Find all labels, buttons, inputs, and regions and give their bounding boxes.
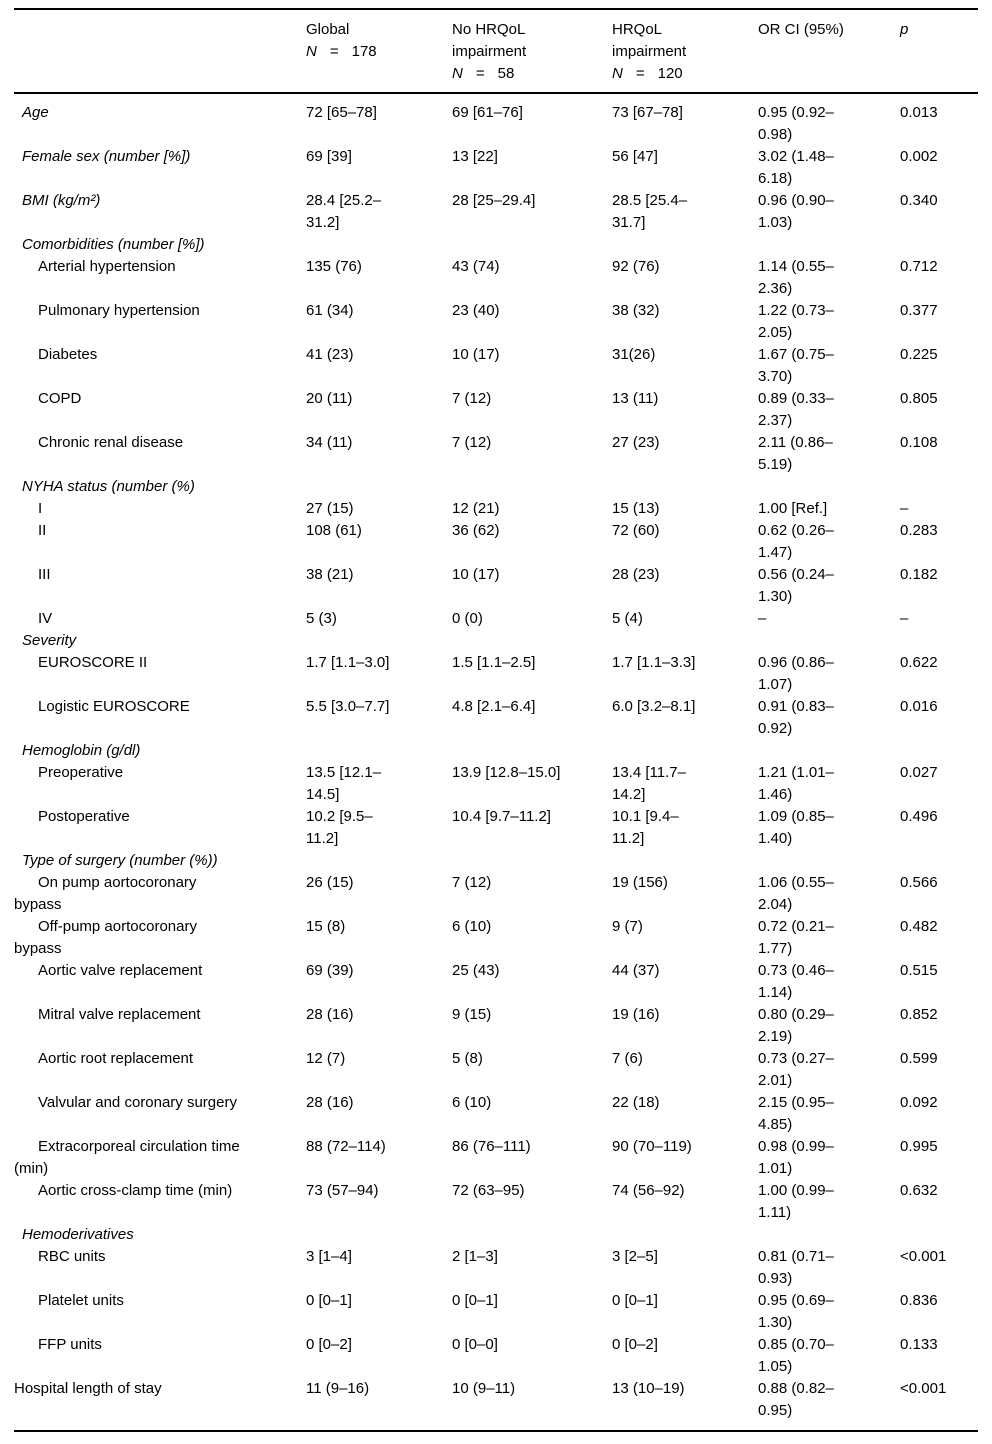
data-row	[14, 190, 978, 234]
header-row	[14, 9, 978, 93]
cell-impairment: 31(26)	[612, 346, 656, 363]
cell-no_impairment: 0 [0–0]	[452, 1336, 498, 1353]
data-row	[14, 916, 978, 960]
row-label: Mitral valve replacement	[38, 1006, 201, 1023]
row-label: Female sex (number [%])	[22, 148, 191, 165]
cell-p: 0.002	[900, 148, 938, 165]
cell-or_ci: 1.22 (0.73– 2.05)	[758, 302, 834, 341]
cell-p: 0.566	[900, 874, 938, 891]
data-row	[14, 806, 978, 850]
cell-impairment: 10.1 [9.4– 11.2]	[612, 808, 679, 847]
cell-or_ci: 0.85 (0.70– 1.05)	[758, 1336, 834, 1375]
data-row	[14, 256, 978, 300]
row-label: EUROSCORE II	[38, 654, 148, 671]
cell-global: 61 (34)	[306, 302, 354, 319]
section-row	[14, 476, 978, 498]
row-label: Off-pump aortocoronary bypass	[14, 918, 197, 957]
cell-global: 135 (76)	[306, 258, 362, 275]
cell-global: 28 (16)	[306, 1094, 354, 1111]
cell-impairment	[612, 850, 758, 872]
corner-cell	[14, 9, 306, 93]
cell-p: 0.995	[900, 1138, 938, 1155]
cell-impairment: 13 (11)	[612, 390, 659, 407]
data-row	[14, 1180, 978, 1224]
cell-p	[900, 476, 978, 498]
col-header-impairment	[612, 9, 758, 93]
col-header-p	[900, 9, 978, 93]
row-label: Hemoglobin (g/dl)	[22, 742, 141, 759]
cell-no_impairment: 72 (63–95)	[452, 1182, 525, 1199]
cell-impairment: 6.0 [3.2–8.1]	[612, 698, 696, 715]
header-title-line: HRQoL	[612, 21, 663, 38]
cell-global: 28.4 [25.2– 31.2]	[306, 192, 382, 231]
cell-impairment: 92 (76)	[612, 258, 660, 275]
cell-p	[900, 234, 978, 256]
cell-p: 0.225	[900, 346, 938, 363]
sample-size	[452, 63, 612, 85]
row-label: Valvular and coronary surgery	[38, 1094, 237, 1111]
cell-p	[900, 1224, 978, 1246]
row-label: Aortic valve replacement	[38, 962, 203, 979]
cell-or_ci	[758, 234, 900, 256]
cell-p	[900, 630, 978, 652]
cell-or_ci	[758, 630, 900, 652]
col-header-no_impairment	[452, 9, 612, 93]
row-label: NYHA status (number (%)	[22, 478, 195, 495]
cell-global	[306, 740, 452, 762]
header-title-line: OR CI (95%)	[758, 21, 844, 38]
cell-global: 34 (11)	[306, 434, 353, 451]
cell-impairment: 38 (32)	[612, 302, 660, 319]
cell-global: 3 [1–4]	[306, 1248, 352, 1265]
cell-global: 20 (11)	[306, 390, 353, 407]
data-row	[14, 1246, 978, 1290]
sample-size	[306, 41, 452, 63]
cell-global: 13.5 [12.1– 14.5]	[306, 764, 382, 803]
cell-impairment: 28.5 [25.4– 31.7]	[612, 192, 688, 231]
cell-impairment: 13.4 [11.7– 14.2]	[612, 764, 686, 803]
row-label: Hemoderivatives	[22, 1226, 134, 1243]
table-header	[14, 9, 978, 93]
data-row	[14, 872, 978, 916]
cell-global: 0 [0–1]	[306, 1292, 352, 1309]
row-label: Aortic cross-clamp time (min)	[38, 1182, 233, 1199]
cell-global	[306, 1224, 452, 1246]
cell-no_impairment: 10.4 [9.7–11.2]	[452, 808, 551, 825]
cell-impairment: 5 (4)	[612, 610, 643, 627]
cell-or_ci	[758, 1224, 900, 1246]
data-row	[14, 432, 978, 476]
cell-no_impairment: 12 (21)	[452, 500, 500, 517]
section-row	[14, 1224, 978, 1246]
cell-no_impairment: 86 (76–111)	[452, 1138, 531, 1155]
row-label: Platelet units	[38, 1292, 124, 1309]
cell-or_ci: 0.62 (0.26– 1.47)	[758, 522, 834, 561]
cell-no_impairment: 0 [0–1]	[452, 1292, 498, 1309]
cell-impairment	[612, 234, 758, 256]
data-row	[14, 1004, 978, 1048]
row-label: Arterial hypertension	[38, 258, 176, 275]
cell-global: 73 (57–94)	[306, 1182, 379, 1199]
cell-global: 26 (15)	[306, 874, 354, 891]
cell-global: 5 (3)	[306, 610, 337, 627]
cell-p: 0.016	[900, 698, 938, 715]
row-label: Logistic EUROSCORE	[38, 698, 190, 715]
cell-impairment: 7 (6)	[612, 1050, 643, 1067]
cell-impairment	[612, 630, 758, 652]
data-row	[14, 696, 978, 740]
cell-or_ci: 0.89 (0.33– 2.37)	[758, 390, 834, 429]
row-label: FFP units	[38, 1336, 102, 1353]
data-row	[14, 388, 978, 432]
section-row	[14, 740, 978, 762]
cell-global: 27 (15)	[306, 500, 354, 517]
row-label: IV	[38, 610, 53, 627]
cell-no_impairment: 7 (12)	[452, 874, 492, 891]
cell-p: 0.377	[900, 302, 938, 319]
row-label: Age	[22, 104, 49, 121]
cell-or_ci: 0.73 (0.27– 2.01)	[758, 1050, 834, 1089]
cell-global: 38 (21)	[306, 566, 354, 583]
row-label: III	[38, 566, 51, 583]
row-label: On pump aortocoronary bypass	[14, 874, 197, 913]
cell-no_impairment: 4.8 [2.1–6.4]	[452, 698, 536, 715]
cell-p: 0.515	[900, 962, 938, 979]
cell-or_ci: 1.14 (0.55– 2.36)	[758, 258, 834, 297]
cell-no_impairment	[452, 1224, 612, 1246]
sample-size	[612, 63, 758, 85]
cell-no_impairment: 28 [25–29.4]	[452, 192, 536, 209]
header-title-line: Global	[306, 21, 350, 38]
cell-p: 0.092	[900, 1094, 938, 1111]
data-row	[14, 146, 978, 190]
cell-p: 0.712	[900, 258, 938, 275]
row-label: Comorbidities (number [%])	[22, 236, 205, 253]
cell-impairment: 0 [0–1]	[612, 1292, 658, 1309]
cell-no_impairment: 2 [1–3]	[452, 1248, 498, 1265]
cell-p	[900, 850, 978, 872]
n-value: 178	[351, 43, 377, 60]
cell-or_ci: 1.67 (0.75– 3.70)	[758, 346, 834, 385]
cell-no_impairment: 7 (12)	[452, 434, 492, 451]
cell-impairment	[612, 1224, 758, 1246]
cell-or_ci: 0.98 (0.99– 1.01)	[758, 1138, 834, 1177]
cell-p: 0.133	[900, 1336, 938, 1353]
equals-sign: =	[635, 65, 645, 82]
cell-no_impairment: 36 (62)	[452, 522, 500, 539]
n-value: 120	[657, 65, 683, 82]
cell-no_impairment: 23 (40)	[452, 302, 500, 319]
cell-or_ci: 0.73 (0.46– 1.14)	[758, 962, 834, 1001]
cell-or_ci	[758, 476, 900, 498]
cell-p	[900, 740, 978, 762]
cell-p: 0.013	[900, 104, 938, 121]
cell-no_impairment: 9 (15)	[452, 1006, 492, 1023]
cell-global: 69 (39)	[306, 962, 354, 979]
cell-no_impairment: 7 (12)	[452, 390, 492, 407]
cell-no_impairment: 43 (74)	[452, 258, 500, 275]
data-row	[14, 1136, 978, 1180]
row-label: Diabetes	[38, 346, 98, 363]
row-label: Pulmonary hypertension	[38, 302, 200, 319]
cell-no_impairment: 25 (43)	[452, 962, 500, 979]
cell-or_ci: 0.96 (0.86– 1.07)	[758, 654, 834, 693]
cell-global: 72 [65–78]	[306, 104, 377, 121]
cell-or_ci: 0.95 (0.69– 1.30)	[758, 1292, 834, 1331]
row-label: Preoperative	[38, 764, 124, 781]
n-value: 58	[497, 65, 515, 82]
data-row	[14, 652, 978, 696]
cell-or_ci: –	[758, 610, 767, 627]
cell-impairment: 44 (37)	[612, 962, 660, 979]
cell-impairment: 3 [2–5]	[612, 1248, 658, 1265]
cell-impairment	[612, 740, 758, 762]
data-row	[14, 762, 978, 806]
cell-no_impairment: 0 (0)	[452, 610, 483, 627]
cell-no_impairment: 10 (9–11)	[452, 1380, 516, 1397]
cell-or_ci: 2.15 (0.95– 4.85)	[758, 1094, 834, 1133]
cell-global	[306, 630, 452, 652]
cell-impairment: 28 (23)	[612, 566, 660, 583]
data-row	[14, 1334, 978, 1378]
cell-p: –	[900, 610, 909, 627]
row-label: RBC units	[38, 1248, 106, 1265]
cell-p: 0.482	[900, 918, 938, 935]
cell-no_impairment: 10 (17)	[452, 346, 500, 363]
cell-impairment: 15 (13)	[612, 500, 660, 517]
cell-or_ci: 1.00 (0.99– 1.11)	[758, 1182, 834, 1221]
data-row	[14, 564, 978, 608]
cell-p: 0.622	[900, 654, 938, 671]
cell-impairment: 72 (60)	[612, 522, 660, 539]
cell-p: 0.182	[900, 566, 938, 583]
cell-or_ci: 0.72 (0.21– 1.77)	[758, 918, 834, 957]
header-title-line: impairment	[452, 43, 527, 60]
cell-impairment: 56 [47]	[612, 148, 658, 165]
data-row	[14, 1092, 978, 1136]
data-row	[14, 344, 978, 388]
data-row	[14, 93, 978, 146]
cell-p: 0.283	[900, 522, 938, 539]
cell-or_ci: 2.11 (0.86– 5.19)	[758, 434, 833, 473]
cell-or_ci	[758, 850, 900, 872]
cell-global: 5.5 [3.0–7.7]	[306, 698, 390, 715]
cell-impairment: 73 [67–78]	[612, 104, 683, 121]
data-row	[14, 1048, 978, 1092]
cell-impairment: 9 (7)	[612, 918, 643, 935]
cell-impairment: 19 (156)	[612, 874, 668, 891]
cell-no_impairment	[452, 476, 612, 498]
cell-global: 108 (61)	[306, 522, 362, 539]
row-label: Extracorporeal circulation time (min)	[14, 1138, 240, 1177]
data-row	[14, 960, 978, 1004]
cell-p: <0.001	[900, 1248, 947, 1265]
row-label: Type of surgery (number (%))	[22, 852, 218, 869]
equals-sign: =	[329, 43, 339, 60]
row-label: BMI (kg/m²)	[22, 192, 101, 209]
header-title-line: p	[900, 21, 909, 38]
cell-or_ci: 0.95 (0.92– 0.98)	[758, 104, 834, 143]
row-label: I	[38, 500, 43, 517]
col-header-global	[306, 9, 452, 93]
equals-sign: =	[475, 65, 485, 82]
cell-or_ci: 0.88 (0.82– 0.95)	[758, 1380, 834, 1419]
cell-global: 10.2 [9.5– 11.2]	[306, 808, 373, 847]
row-label: Chronic renal disease	[38, 434, 184, 451]
cell-p: 0.805	[900, 390, 938, 407]
n-symbol: N	[452, 65, 463, 82]
cell-impairment	[612, 476, 758, 498]
cell-p: 0.108	[900, 434, 938, 451]
cell-global: 69 [39]	[306, 148, 352, 165]
cell-or_ci: 0.81 (0.71– 0.93)	[758, 1248, 834, 1287]
cell-impairment: 13 (10–19)	[612, 1380, 685, 1397]
cell-no_impairment	[452, 234, 612, 256]
section-row	[14, 850, 978, 872]
cell-p: –	[900, 500, 909, 517]
cell-no_impairment: 6 (10)	[452, 1094, 492, 1111]
cell-no_impairment: 10 (17)	[452, 566, 500, 583]
cell-or_ci: 1.06 (0.55– 2.04)	[758, 874, 834, 913]
cell-or_ci: 3.02 (1.48– 6.18)	[758, 148, 834, 187]
col-header-or_ci	[758, 9, 900, 93]
cell-global: 88 (72–114)	[306, 1138, 386, 1155]
row-label: Severity	[22, 632, 77, 649]
cell-global: 0 [0–2]	[306, 1336, 352, 1353]
data-row	[14, 608, 978, 630]
cell-global: 41 (23)	[306, 346, 354, 363]
n-symbol: N	[306, 43, 317, 60]
cell-p: <0.001	[900, 1380, 947, 1397]
data-row	[14, 498, 978, 520]
cell-no_impairment: 1.5 [1.1–2.5]	[452, 654, 536, 671]
cell-impairment: 27 (23)	[612, 434, 660, 451]
header-title-line: No HRQoL	[452, 21, 526, 38]
cell-impairment: 74 (56–92)	[612, 1182, 685, 1199]
cell-global: 28 (16)	[306, 1006, 354, 1023]
cell-p: 0.027	[900, 764, 938, 781]
cell-impairment: 22 (18)	[612, 1094, 660, 1111]
header-title-line: impairment	[612, 43, 687, 60]
n-symbol: N	[612, 65, 623, 82]
table-body	[14, 93, 978, 1431]
cell-or_ci: 0.56 (0.24– 1.30)	[758, 566, 834, 605]
cell-no_impairment: 13.9 [12.8–15.0]	[452, 764, 561, 781]
cell-p: 0.852	[900, 1006, 938, 1023]
cell-p: 0.599	[900, 1050, 938, 1067]
cell-or_ci: 0.80 (0.29– 2.19)	[758, 1006, 834, 1045]
cell-no_impairment	[452, 630, 612, 652]
cell-no_impairment: 6 (10)	[452, 918, 492, 935]
data-row	[14, 1290, 978, 1334]
cell-or_ci: 0.96 (0.90– 1.03)	[758, 192, 834, 231]
cell-or_ci	[758, 740, 900, 762]
cell-global: 15 (8)	[306, 918, 346, 935]
data-row	[14, 300, 978, 344]
cell-no_impairment: 5 (8)	[452, 1050, 483, 1067]
row-label: Aortic root replacement	[38, 1050, 194, 1067]
cell-impairment: 1.7 [1.1–3.3]	[612, 654, 696, 671]
cell-p: 0.836	[900, 1292, 938, 1309]
cell-global	[306, 476, 452, 498]
cell-global: 1.7 [1.1–3.0]	[306, 654, 390, 671]
cell-no_impairment: 69 [61–76]	[452, 104, 523, 121]
cell-or_ci: 0.91 (0.83– 0.92)	[758, 698, 834, 737]
cell-no_impairment	[452, 850, 612, 872]
cell-or_ci: 1.00 [Ref.]	[758, 500, 828, 517]
cell-or_ci: 1.09 (0.85– 1.40)	[758, 808, 834, 847]
row-label: Hospital length of stay	[14, 1380, 162, 1397]
cell-p: 0.632	[900, 1182, 938, 1199]
row-label: II	[38, 522, 47, 539]
cell-global	[306, 850, 452, 872]
cell-impairment: 90 (70–119)	[612, 1138, 692, 1155]
results-table	[14, 8, 978, 1432]
cell-global	[306, 234, 452, 256]
cell-impairment: 0 [0–2]	[612, 1336, 658, 1353]
cell-p: 0.340	[900, 192, 938, 209]
cell-impairment: 19 (16)	[612, 1006, 660, 1023]
cell-no_impairment	[452, 740, 612, 762]
cell-global: 11 (9–16)	[306, 1380, 370, 1397]
section-row	[14, 234, 978, 256]
data-row	[14, 520, 978, 564]
cell-no_impairment: 13 [22]	[452, 148, 498, 165]
cell-or_ci: 1.21 (1.01– 1.46)	[758, 764, 834, 803]
row-label: Postoperative	[38, 808, 130, 825]
row-label: COPD	[38, 390, 82, 407]
data-row	[14, 1378, 978, 1431]
cell-p: 0.496	[900, 808, 938, 825]
section-row	[14, 630, 978, 652]
cell-global: 12 (7)	[306, 1050, 346, 1067]
